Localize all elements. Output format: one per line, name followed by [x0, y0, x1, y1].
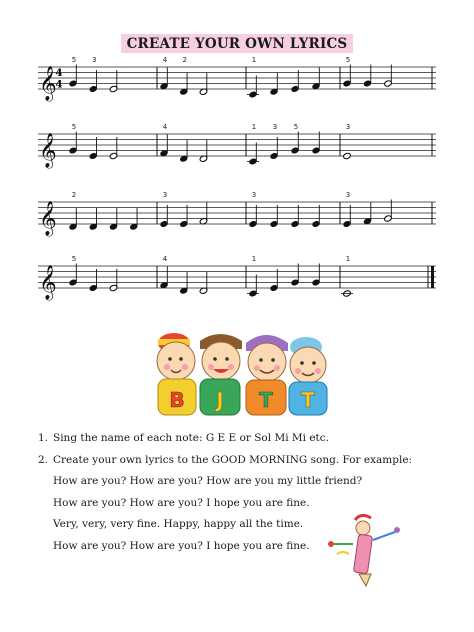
fingering-number: 2: [71, 191, 77, 199]
staff-1: [38, 56, 436, 102]
note: [109, 269, 118, 292]
note: [312, 264, 321, 287]
pencil-character-illustration: [315, 510, 410, 590]
fingering-number: 2: [182, 56, 187, 64]
staff-4: [38, 255, 436, 301]
time-signature-bottom: 4: [55, 79, 63, 91]
note: [160, 191, 169, 228]
page-title: CREATE YOUR OWN LYRICS: [121, 34, 354, 53]
note: [312, 67, 321, 90]
logo-letter-b: B: [169, 388, 185, 412]
instruction-number: 1.: [38, 432, 49, 444]
fingering-number: 3: [162, 191, 168, 199]
note: [199, 272, 208, 295]
note: [129, 208, 138, 231]
note: [199, 73, 208, 96]
final-barline: [431, 266, 434, 288]
instruction-1: [38, 428, 448, 450]
example-line-4: How are you? How are you? I hope you are fine.: [53, 539, 310, 552]
note: [291, 264, 300, 287]
staff-3: [38, 191, 436, 237]
note: [384, 65, 393, 88]
note: [69, 191, 78, 230]
note: [343, 123, 352, 160]
treble-clef-icon: 𝄞: [39, 66, 57, 101]
note: [312, 132, 321, 155]
note: [312, 205, 321, 228]
treble-clef-icon: 𝄞: [39, 265, 57, 300]
note: [247, 255, 259, 297]
fingering-number: 1: [345, 255, 351, 263]
fingering-number: 5: [71, 123, 77, 131]
instruction-2: [38, 450, 448, 472]
note: [291, 70, 300, 93]
note: [89, 56, 98, 93]
fingering-number: 1: [251, 56, 257, 64]
instruction-text: Sing the name of each note: G E E or Sol Mi Mi etc.: [53, 432, 329, 444]
note: [343, 56, 352, 87]
fingering-number: 5: [345, 56, 351, 64]
note-head: [343, 152, 352, 159]
note: [179, 56, 188, 95]
instruction-text: Create your own lyrics to the GOOD MORNING song. For example:: [53, 453, 413, 466]
staff-2: [38, 123, 436, 169]
treble-clef-icon: 𝄞: [39, 201, 57, 236]
note: [69, 123, 78, 154]
logo-letter-t1: T: [259, 388, 273, 412]
note: [109, 137, 118, 160]
example-line-2: How are you? How are you? I hope you are fine.: [53, 496, 310, 509]
note: [363, 202, 372, 225]
note: [270, 123, 279, 160]
instruction-number: 2.: [38, 453, 49, 466]
note: [179, 272, 188, 295]
note: [270, 205, 279, 228]
fingering-number: 5: [71, 56, 77, 64]
fingering-number: 5: [71, 255, 77, 263]
note: [291, 205, 300, 228]
note: [109, 208, 118, 231]
note: [69, 56, 78, 87]
note: [160, 255, 169, 289]
note: [363, 65, 372, 88]
note: [247, 123, 259, 165]
fingering-number: 3: [251, 191, 257, 199]
fingering-number: 4: [162, 56, 168, 64]
note: [199, 202, 208, 225]
fingering-number: 5: [293, 123, 299, 131]
note: [160, 56, 169, 90]
note: [160, 123, 169, 157]
fingering-number: 3: [345, 191, 351, 199]
note: [89, 208, 98, 231]
note: [291, 123, 300, 154]
example-line-3: Very, very, very fine. Happy, happy all the time.: [53, 518, 304, 530]
fingering-number: 3: [272, 123, 278, 131]
sheet-music: [0, 0, 474, 310]
note: [179, 140, 188, 163]
example-line-1: How are you? How are you? How are you my little friend?: [53, 475, 363, 487]
note: [109, 70, 118, 93]
logo-letter-t2: T: [301, 388, 315, 412]
fingering-number: 3: [92, 56, 97, 64]
fingering-number: 4: [162, 123, 168, 131]
kids-illustration: [150, 325, 330, 420]
fingering-number: 1: [251, 123, 257, 131]
fingering-number: 1: [251, 255, 257, 263]
note: [341, 255, 353, 297]
note: [89, 137, 98, 160]
note: [199, 140, 208, 163]
fingering-number: 3: [345, 123, 351, 131]
note: [270, 269, 279, 292]
note: [343, 191, 352, 228]
note: [384, 200, 393, 223]
note: [270, 73, 279, 96]
note: [249, 191, 258, 228]
logo-letter-j: J: [216, 388, 224, 412]
time-signature-top: 4: [55, 67, 63, 79]
note: [69, 255, 78, 286]
note: [247, 56, 259, 98]
fingering-number: 4: [162, 255, 168, 263]
note: [179, 205, 188, 228]
note: [89, 269, 98, 292]
treble-clef-icon: 𝄞: [39, 133, 57, 168]
